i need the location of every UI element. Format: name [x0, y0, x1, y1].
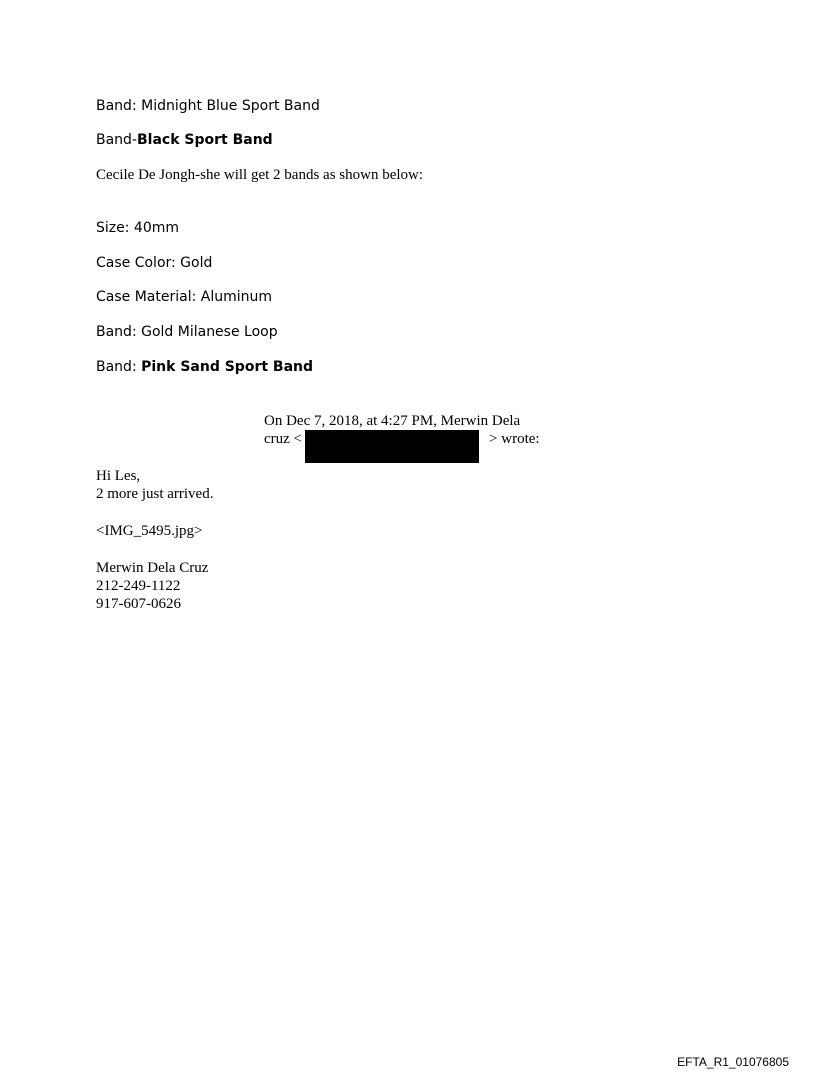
- band-label: Band-: [96, 132, 137, 148]
- case-color-line: Case Color: Gold: [96, 255, 213, 271]
- signature-name: Merwin Dela Cruz: [96, 560, 209, 576]
- band-value: Midnight Blue Sport Band: [141, 98, 320, 114]
- band-value-bold: Black Sport Band: [137, 132, 273, 148]
- intro-line: Cecile De Jongh-she will get 2 bands as shown below:: [96, 167, 424, 183]
- band-value-bold: Pink Sand Sport Band: [141, 359, 314, 375]
- message: 2 more just arrived.: [96, 486, 214, 502]
- signature-phone-2: 917-607-0626: [96, 596, 181, 612]
- band-line-3: Band: Gold Milanese Loop: [96, 324, 278, 340]
- band-line-1: [96, 99, 320, 113]
- redaction-box: [305, 430, 479, 463]
- signature-phone-1: 212-249-1122: [96, 578, 181, 594]
- quote-header-line-1: On Dec 7, 2018, at 4:27 PM, Merwin Dela: [264, 413, 521, 429]
- size-line: Size: 40mm: [96, 220, 179, 236]
- band-line-2: [96, 133, 273, 147]
- greeting: Hi Les,: [96, 468, 141, 484]
- case-material-line: Case Material: Aluminum: [96, 289, 273, 305]
- quote-cruz-prefix: cruz <: [264, 431, 303, 447]
- band-label: Band:: [96, 98, 142, 114]
- quote-wrote-suffix: > wrote:: [489, 431, 540, 447]
- band-label: Band:: [96, 359, 142, 375]
- band-line-4: [96, 360, 313, 374]
- attachment-placeholder: <IMG_5495.jpg>: [96, 523, 203, 539]
- document-id: EFTA_R1_01076805: [677, 1055, 789, 1069]
